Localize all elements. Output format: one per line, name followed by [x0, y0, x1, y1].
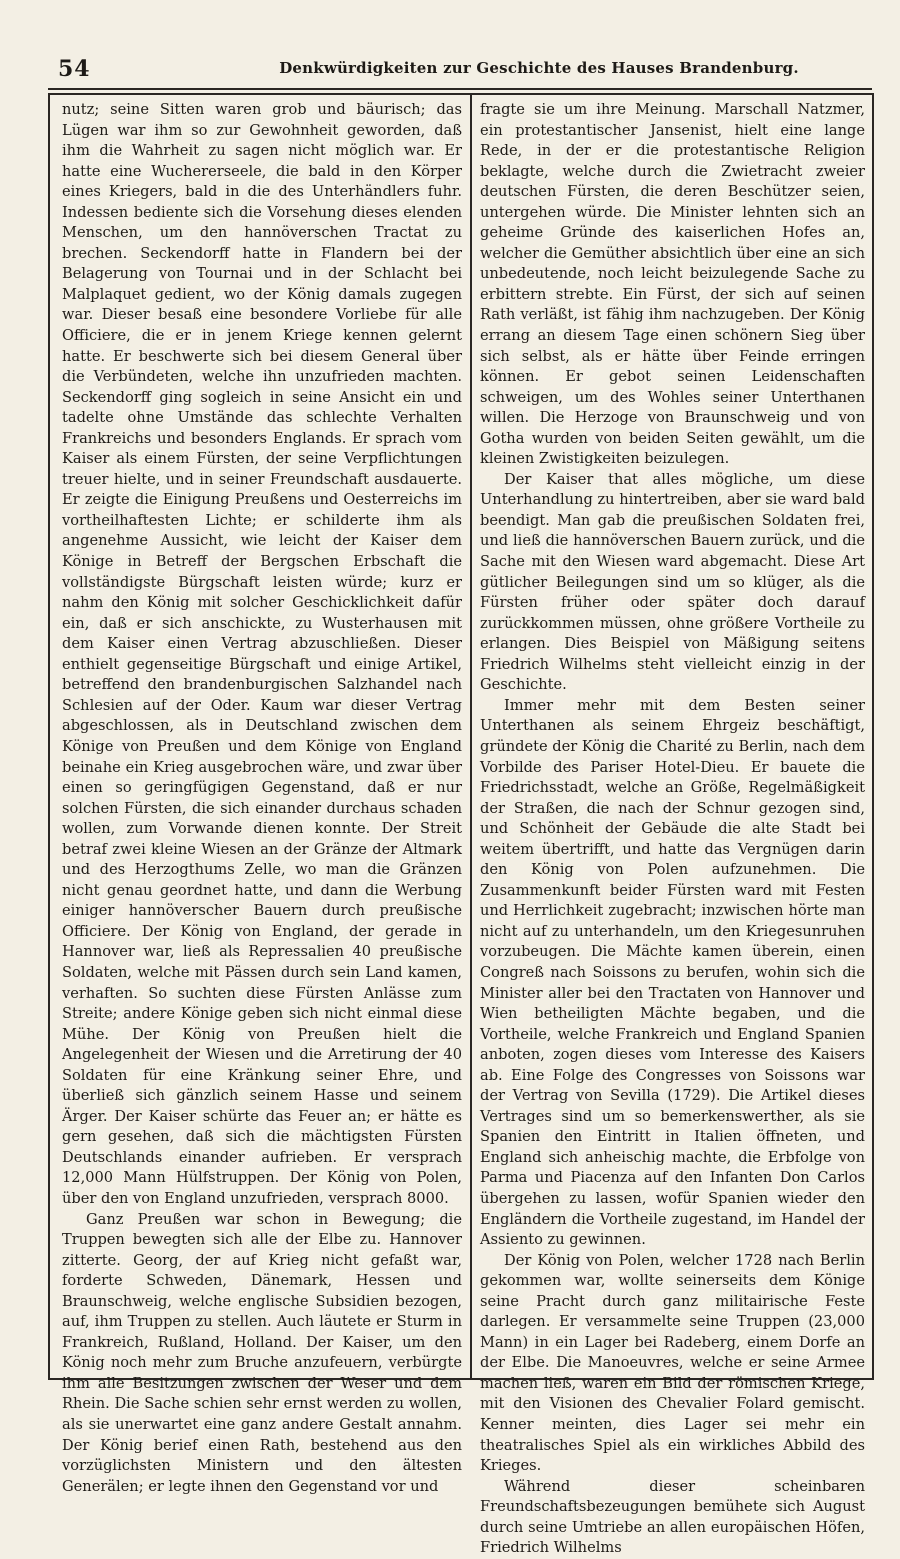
running-title: Denkwürdigkeiten zur Geschichte des Hauses Brandenburg. [279, 59, 799, 77]
column-divider [470, 93, 472, 1380]
paragraph: fragte sie um ihre Meinung. Marschall Natzmer, ein protestantischer Jansenist, hielt eine lange Rede, in der er die protestantische Religion beklagte, welche durch die Zwietracht zweier deutschen Fürsten, die deren Beschützer seien, untergehen würde. Die Minister lehnten sich an geheime Gründe des kaiserlichen Hofes an, welcher die Gemüther absichtlich über eine an sich unbedeutende, noch leicht beizulegende Sache zu erbittern strebte. Ein Fürst, der sich auf seinen Rath verläßt, ist fähig ihm nachzugeben. Der König errang an diesem Tage einen schönern Sieg über sich selbst, als er hätte über Feinde erringen können. Er gebot seinen Leidenschaften schweigen, um des Wohles seiner Unterthanen willen. Die Herzoge von Braunschweig und von Gotha wurden von beiden Seiten gewählt, um die kleinen Zwistigkeiten beizulegen. [480, 101, 865, 468]
page-number: 54 [58, 56, 91, 82]
paragraph: Der Kaiser that alles mögliche, um diese Unterhandlung zu hintertreiben, aber sie ward bald beendigt. Man gab die preußischen Soldaten frei, und ließ die hannöverschen Bauern zurück, und die Sache mit den Wiesen ward abgemacht. Diese Art gütlicher Beilegungen sind um so klüger, als die Fürsten früher oder später doch darauf zurückkommen müssen, ohne größere Vortheile zu erlangen. Dies Beispiel von Mäßigung seitens Friedrich Wilhelms steht vielleicht einzig in der Geschichte. [480, 470, 865, 694]
left-column [62, 100, 462, 1495]
right-column [480, 100, 865, 1557]
running-head [58, 56, 870, 84]
paragraph: Ganz Preußen war schon in Bewegung; die Truppen bewegten sich alle der Elbe zu. Hannover zitterte. Georg, der auf Krieg nicht gefaßt war, forderte Schweden, Dänemark, Hessen und Braunschweig, welche englische Subsidien bezogen, auf, ihm Truppen zu stellen. Auch läutete er Sturm in Frankreich, Rußland, Holland. Der Kaiser, um den König noch mehr zum Bruche anzufeuern, verbürgte ihm alle Besitzungen zwischen der Weser und dem Rhein. Die Sache schien sehr ernst werden zu wollen, als sie unerwartet eine ganz andere Gestalt annahm. Der König berief einen Rath, bestehend aus den vorzüglichsten Ministern und den ältesten Generälen; er legte ihnen den Gegenstand vor und [62, 1210, 462, 1495]
paragraph: Immer mehr mit dem Besten seiner Unterthanen als seinem Ehrgeiz beschäftigt, gründete der König die Charité zu Berlin, nach dem Vorbilde des Pariser Hotel-Dieu. Er bauete die Friedrichsstadt, welche an Größe, Regelmäßigkeit der Straßen, die nach der Schnur gezogen sind, und Schönheit der Gebäude die alte Stadt bei weitem übertrifft, und hatte das Vergnügen darin den König von Polen aufzunehmen. Die Zusammenkunft beider Fürsten ward mit Festen und Herrlichkeit zugebracht; inzwischen hörte man nicht auf zu unterhandeln, um den Kriegesunruhen vorzubeugen. Die Mächte kamen überein, einen Congreß nach Soissons zu berufen, wohin sich die Minister aller bei den Tractaten von Hannover und Wien betheiligten Mächte begaben, und die Vortheile, welche Frankreich und England Spanien anboten, zogen dieses vom Interesse des Kaisers ab. Eine Folge des Congresses von Soissons war der Vertrag von Sevilla (1729). Die Artikel dieses Vertrages sind um so bemerkenswerther, als sie Spanien den Eintritt in Italien öffneten, und England sich anheischig machte, die Erbfolge von Parma und Piacenza auf den Infanten Don Carlos übergehen zu lassen, wofür Spanien wieder den Engländern die Vortheile zugestand, im Handel der Assiento zu gewinnen. [480, 696, 865, 1249]
paragraph: Der König von Polen, welcher 1728 nach Berlin gekommen war, wollte seinerseits dem Könige seine Pracht durch ganz militairische Feste darlegen. Er versammelte seine Truppen (23,000 Mann) in ein Lager bei Radeberg, einem Dorfe an der Elbe. Die Manoeuvres, welche er seine Armee machen ließ, waren ein Bild der römischen Kriege, mit den Visionen des Chevalier Folard gemischt. Kenner meinten, dies Lager sei mehr ein theatralisches Spiel als ein wirkliches Abbild des Krieges. [480, 1251, 865, 1475]
header-rule [48, 88, 872, 90]
paragraph: nutz; seine Sitten waren grob und bäurisch; das Lügen war ihm so zur Gewohnheit geworden, daß ihm die Wahrheit zu sagen nicht möglich war. Er hatte eine Wuchererseele, die bald in den Körper eines Kriegers, bald in die des Unterhändlers fuhr. Indessen bediente sich die Vorsehung dieses elenden Menschen, um den hannöverschen Tractat zu brechen. Seckendorff hatte in Flandern bei der Belagerung von Tournai und in der Schlacht bei Malplaquet gedient, wo der König damals zugegen war. Dieser besaß eine besondere Vorliebe für alle Officiere, die er in jenem Kriege kennen gelernt hatte. Er beschwerte sich bei diesem General über die Verbündeten, welche ihn unzufrieden machten. Seckendorff ging sogleich in seine Ansicht ein und tadelte ohne Umstände das schlechte Verhalten Frankreichs und besonders Englands. Er sprach vom Kaiser als einem Fürsten, der seine Verpflichtungen treuer hielte, und in seiner Freundschaft ausdauerte. Er zeigte die Einigung Preußens und Oesterreichs im vortheilhaftesten Lichte; er schilderte ihm als angenehme Aussicht, wie leicht der Kaiser dem Könige in Betreff der Bergschen Erbschaft die vollständigste Bürgschaft leisten würde; kurz er nahm den König mit solcher Geschicklichkeit dafür ein, daß er sich anschickte, zu Wusterhausen mit dem Kaiser einen Vertrag abzuschließen. Dieser enthielt gegenseitige Bürgschaft und einige Artikel, betreffend den brandenburgischen Salzhandel nach Schlesien auf der Oder. Kaum war dieser Vertrag abgeschlossen, als in Deutschland zwischen dem Könige von Preußen und dem Könige von England beinahe ein Krieg ausgebrochen wäre, und zwar über einen so geringfügigen Gegenstand, daß er nur solchen Fürsten, die sich einander durchaus schaden wollen, zum Vorwande dienen konnte. Der Streit betraf zwei kleine Wiesen an der Gränze der Altmark und des Herzogthums Zelle, wo man die Gränzen nicht genau geordnet hatte, und dann die Werbung einiger hannöverscher Bauern durch preußische Officiere. Der König von England, der gerade in Hannover war, ließ als Repressalien 40 preußische Soldaten, welche mit Pässen durch sein Land kamen, verhaften. So suchten diese Fürsten Anlässe zum Streite; andere Könige geben sich nicht einmal diese Mühe. Der König von Preußen hielt die Angelegenheit der Wiesen und die Arretirung der 40 Soldaten für eine Kränkung seiner Ehre, und überließ sich gänzlich seinem Hasse und seinem Ärger. Der Kaiser schürte das Feuer an; er hätte es gern gesehen, daß sich die mächtigsten Fürsten Deutschlands einander aufrieben. Er versprach 12,000 Mann Hülfstruppen. Der König von Polen, über den von England unzufrieden, versprach 8000. [62, 101, 462, 1207]
paragraph: Während dieser scheinbaren Freundschaftsbezeugungen bemühete sich August durch seine Umtriebe an allen europäischen Höfen, Friedrich Wilhelms [480, 1477, 865, 1557]
